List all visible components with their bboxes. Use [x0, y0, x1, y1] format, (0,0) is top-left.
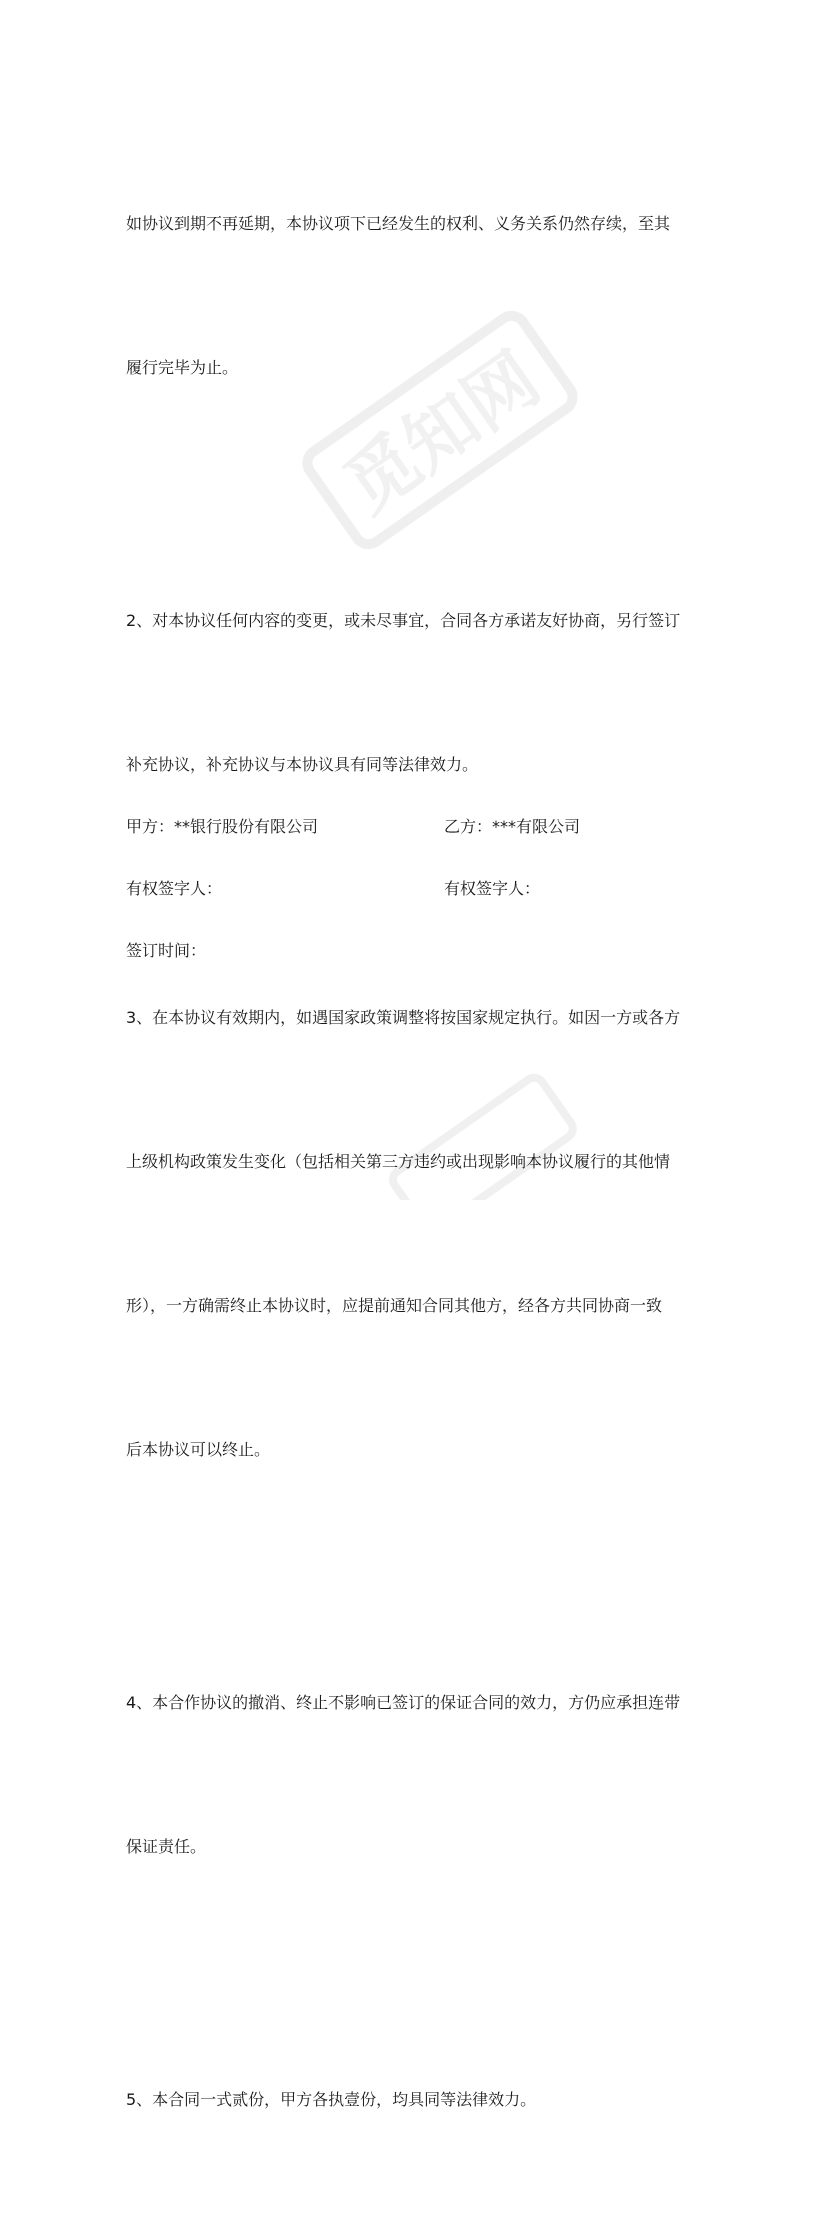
text-line: 如协议到期不再延期，本协议项下已经发生的权利、义务关系仍然存续，至其 — [126, 214, 671, 233]
paragraph-clause-4 — [126, 1583, 726, 1967]
text-line: 3、在本协议有效期内，如遇国家政策调整将按国家规定执行。如因一方或各方 — [126, 1008, 681, 1027]
paragraph-clause-5 — [126, 1980, 726, 2220]
party-b-label: 乙方：***有限公司 — [444, 817, 581, 836]
agreement-body — [126, 104, 726, 2233]
text-line: 后本协议可以终止。 — [126, 1440, 271, 1459]
text-line: 形），一方确需终止本协议时，应提前通知合同其他方，经各方共同协商一致 — [126, 1296, 663, 1315]
signer-b-label: 有权签字人： — [444, 879, 541, 898]
paragraph-expiry — [126, 104, 726, 488]
paragraph-clause-3 — [126, 898, 726, 1570]
sign-date-label: 签订时间： — [126, 941, 207, 960]
party-a-label: 甲方：**银行股份有限公司 — [126, 817, 319, 836]
signer-a-label: 有权签字人： — [126, 879, 223, 898]
text-line: 2、对本协议任何内容的变更，或未尽事宜，合同各方承诺友好协商，另行签订 — [126, 611, 681, 630]
text-line: 5、本合同一式贰份，甲方各执壹份，均具同等法律效力。 — [126, 2090, 537, 2109]
text-line: 4、本合作协议的撤消、终止不影响已签订的保证合同的效力，方仍应承担连带 — [126, 1693, 681, 1712]
text-line: 补充协议，补充协议与本协议具有同等法律效力。 — [126, 755, 479, 774]
text-line: 上级机构政策发生变化（包括相关第三方违约或出现影响本协议履行的其他情 — [126, 1152, 671, 1171]
text-line: 保证责任。 — [126, 1837, 207, 1856]
watermark-text: 觅知网 — [329, 336, 555, 529]
text-line: 履行完毕为止。 — [126, 358, 239, 377]
